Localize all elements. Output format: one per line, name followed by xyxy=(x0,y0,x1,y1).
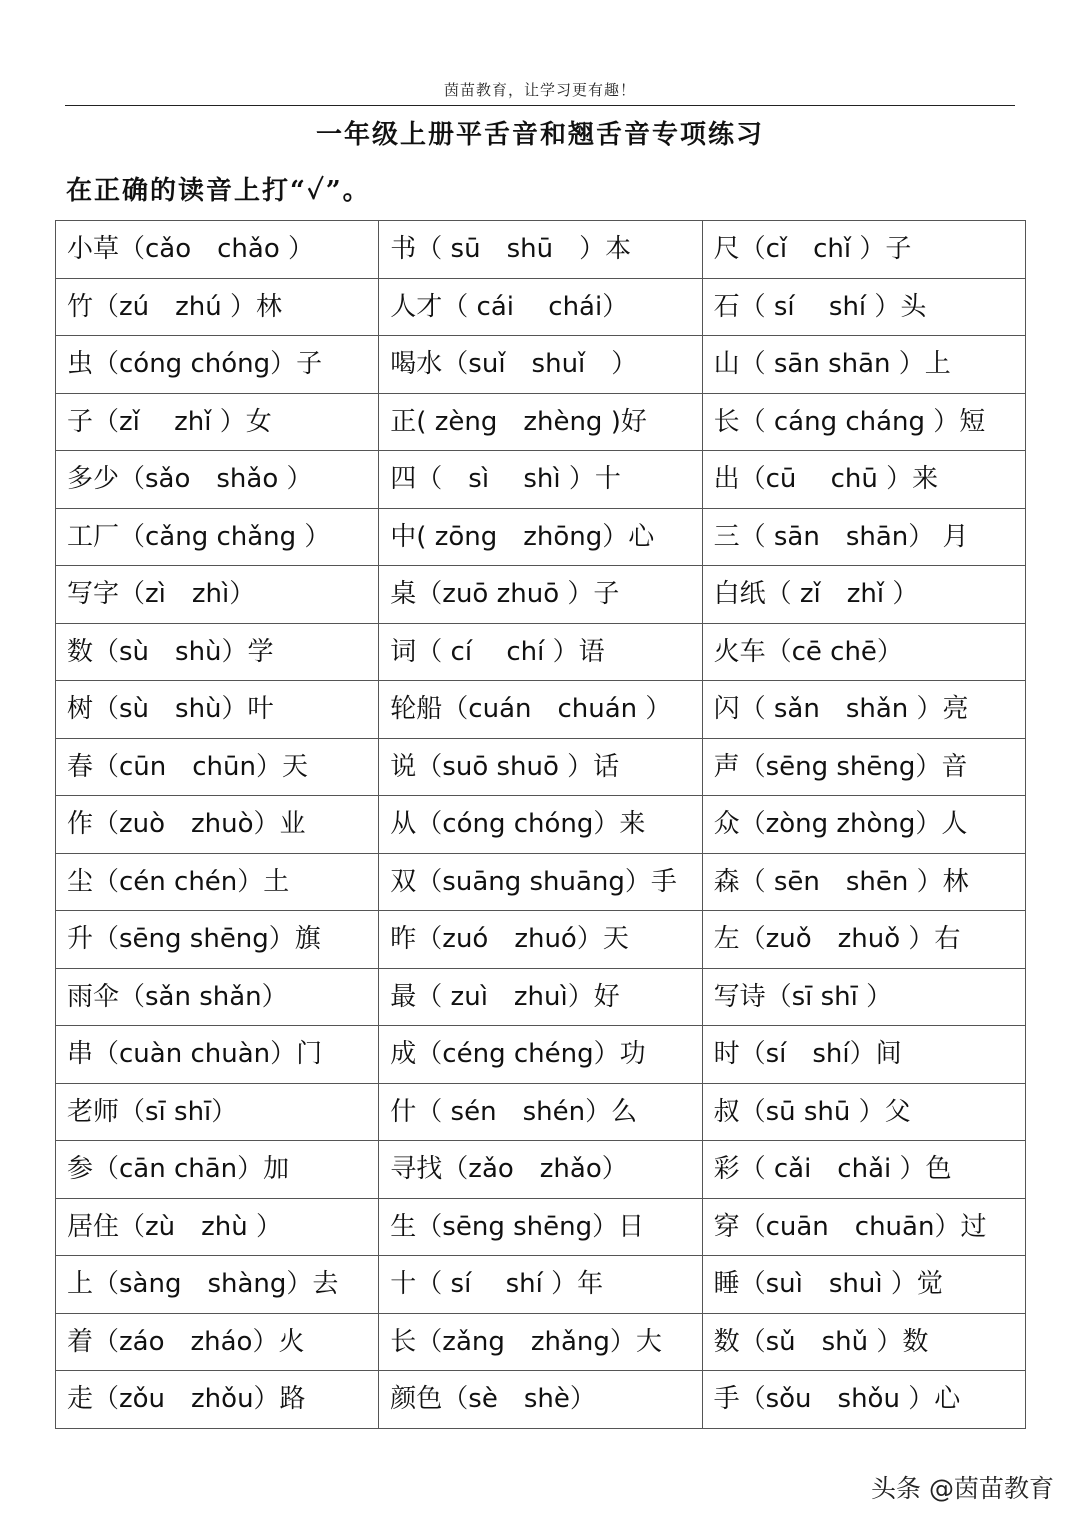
pinyin-question-cell[interactable]: 昨（zuó zhuó）天 xyxy=(379,911,702,969)
pinyin-question-cell[interactable]: 书（ sū shū ）本 xyxy=(379,221,702,279)
pinyin-question-cell[interactable]: 写诗（sī shī ） xyxy=(702,968,1025,1026)
table-row xyxy=(56,968,1026,1026)
pinyin-question-cell[interactable]: 寻找（zǎo zhǎo） xyxy=(379,1141,702,1199)
pinyin-question-cell[interactable]: 闪（ sǎn shǎn ）亮 xyxy=(702,681,1025,739)
pinyin-question-cell[interactable]: 雨伞（sǎn shǎn） xyxy=(56,968,379,1026)
pinyin-question-cell[interactable]: 作（zuò zhuò）业 xyxy=(56,796,379,854)
pinyin-question-cell[interactable]: 子（zǐ zhǐ ）女 xyxy=(56,393,379,451)
table-row xyxy=(56,911,1026,969)
pinyin-question-cell[interactable]: 手（sǒu shǒu ）心 xyxy=(702,1371,1025,1429)
pinyin-question-cell[interactable]: 声（sēng shēng）音 xyxy=(702,738,1025,796)
pinyin-question-cell[interactable]: 数（sù shù）学 xyxy=(56,623,379,681)
pinyin-question-cell[interactable]: 左（zuǒ zhuǒ ）右 xyxy=(702,911,1025,969)
table-row xyxy=(56,508,1026,566)
pinyin-question-cell[interactable]: 尘（cén chén）土 xyxy=(56,853,379,911)
pinyin-question-cell[interactable]: 三（ sān shān） 月 xyxy=(702,508,1025,566)
pinyin-question-cell[interactable]: 森（ sēn shēn ）林 xyxy=(702,853,1025,911)
pinyin-question-cell[interactable]: 上（sàng shàng）去 xyxy=(56,1256,379,1314)
table-row xyxy=(56,1256,1026,1314)
table-row xyxy=(56,566,1026,624)
pinyin-question-cell[interactable]: 时（sí shí）间 xyxy=(702,1026,1025,1084)
pinyin-question-cell[interactable]: 竹（zú zhú ）林 xyxy=(56,278,379,336)
pinyin-question-cell[interactable]: 最（ zuì zhuì）好 xyxy=(379,968,702,1026)
table-row xyxy=(56,336,1026,394)
table-row xyxy=(56,796,1026,854)
table-row xyxy=(56,221,1026,279)
pinyin-question-cell[interactable]: 数（sǔ shǔ ）数 xyxy=(702,1313,1025,1371)
pinyin-question-cell[interactable]: 居住（zù zhù ） xyxy=(56,1198,379,1256)
pinyin-question-cell[interactable]: 十（ sí shí ）年 xyxy=(379,1256,702,1314)
page-title: 一年级上册平舌音和翘舌音专项练习 xyxy=(315,120,764,150)
pinyin-question-cell[interactable]: 老师（sī shī） xyxy=(56,1083,379,1141)
pinyin-question-cell[interactable]: 生（sēng shēng）日 xyxy=(379,1198,702,1256)
table-row xyxy=(56,681,1026,739)
pinyin-question-cell[interactable]: 升（sēng shēng）旗 xyxy=(56,911,379,969)
table-row xyxy=(56,393,1026,451)
pinyin-question-cell[interactable]: 尺（cǐ chǐ ）子 xyxy=(702,221,1025,279)
table-row xyxy=(56,1141,1026,1199)
pinyin-question-cell[interactable]: 白纸（ zǐ zhǐ ） xyxy=(702,566,1025,624)
pinyin-question-cell[interactable]: 石（ sí shí ）头 xyxy=(702,278,1025,336)
header-slogan: 茵苗教育，让学习更有趣！ xyxy=(443,81,636,99)
pinyin-question-cell[interactable]: 成（céng chéng）功 xyxy=(379,1026,702,1084)
pinyin-question-cell[interactable]: 轮船（cuán chuán ） xyxy=(379,681,702,739)
pinyin-question-cell[interactable]: 四（ sì shì ）十 xyxy=(379,451,702,509)
pinyin-question-cell[interactable]: 人才（ cái chái） xyxy=(379,278,702,336)
pinyin-question-cell[interactable]: 说（suō shuō ）话 xyxy=(379,738,702,796)
pinyin-question-cell[interactable]: 桌（zuō zhuō ）子 xyxy=(379,566,702,624)
header-divider xyxy=(65,105,1015,106)
pinyin-question-cell[interactable]: 工厂（cǎng chǎng ） xyxy=(56,508,379,566)
pinyin-question-cell[interactable]: 火车（cē chē） xyxy=(702,623,1025,681)
pinyin-question-cell[interactable]: 参（cān chān）加 xyxy=(56,1141,379,1199)
pinyin-question-cell[interactable]: 走（zǒu zhǒu）路 xyxy=(56,1371,379,1429)
pinyin-question-cell[interactable]: 喝水（suǐ shuǐ ） xyxy=(379,336,702,394)
pinyin-question-cell[interactable]: 长（zǎng zhǎng）大 xyxy=(379,1313,702,1371)
exercise-table-body xyxy=(56,221,1026,1429)
pinyin-question-cell[interactable]: 正( zèng zhèng )好 xyxy=(379,393,702,451)
pinyin-question-cell[interactable]: 着（záo zháo）火 xyxy=(56,1313,379,1371)
pinyin-exercise-table xyxy=(55,220,1026,1429)
pinyin-question-cell[interactable]: 春（cūn chūn）天 xyxy=(56,738,379,796)
table-row xyxy=(56,1313,1026,1371)
table-row xyxy=(56,738,1026,796)
pinyin-question-cell[interactable]: 写字（zì zhì） xyxy=(56,566,379,624)
pinyin-question-cell[interactable]: 中( zōng zhōng）心 xyxy=(379,508,702,566)
pinyin-question-cell[interactable]: 众（zòng zhòng）人 xyxy=(702,796,1025,854)
pinyin-question-cell[interactable]: 山（ sān shān ）上 xyxy=(702,336,1025,394)
pinyin-question-cell[interactable]: 长（ cáng cháng ）短 xyxy=(702,393,1025,451)
watermark: 头条 @茵苗教育 xyxy=(871,1474,1054,1503)
table-row xyxy=(56,1026,1026,1084)
table-row xyxy=(56,1083,1026,1141)
table-row xyxy=(56,1198,1026,1256)
pinyin-question-cell[interactable]: 颜色（sè shè） xyxy=(379,1371,702,1429)
pinyin-question-cell[interactable]: 从（cóng chóng）来 xyxy=(379,796,702,854)
pinyin-question-cell[interactable]: 小草（cǎo chǎo ） xyxy=(56,221,379,279)
pinyin-question-cell[interactable]: 树（sù shù）叶 xyxy=(56,681,379,739)
pinyin-question-cell[interactable]: 彩（ cǎi chǎi ）色 xyxy=(702,1141,1025,1199)
pinyin-question-cell[interactable]: 出（cū chū ）来 xyxy=(702,451,1025,509)
pinyin-question-cell[interactable]: 穿（cuān chuān）过 xyxy=(702,1198,1025,1256)
pinyin-question-cell[interactable]: 串（cuàn chuàn）门 xyxy=(56,1026,379,1084)
table-row xyxy=(56,853,1026,911)
table-row xyxy=(56,451,1026,509)
instruction-text: 在正确的读音上打“✓”。 xyxy=(66,176,371,206)
pinyin-question-cell[interactable]: 双（suāng shuāng）手 xyxy=(379,853,702,911)
table-row xyxy=(56,623,1026,681)
table-row xyxy=(56,278,1026,336)
pinyin-question-cell[interactable]: 睡（suì shuì ）觉 xyxy=(702,1256,1025,1314)
pinyin-question-cell[interactable]: 虫（cóng chóng）子 xyxy=(56,336,379,394)
pinyin-question-cell[interactable]: 叔（sū shū ）父 xyxy=(702,1083,1025,1141)
table-row xyxy=(56,1371,1026,1429)
pinyin-question-cell[interactable]: 什（ sén shén）么 xyxy=(379,1083,702,1141)
pinyin-question-cell[interactable]: 多少（sǎo shǎo ） xyxy=(56,451,379,509)
pinyin-question-cell[interactable]: 词（ cí chí ）语 xyxy=(379,623,702,681)
